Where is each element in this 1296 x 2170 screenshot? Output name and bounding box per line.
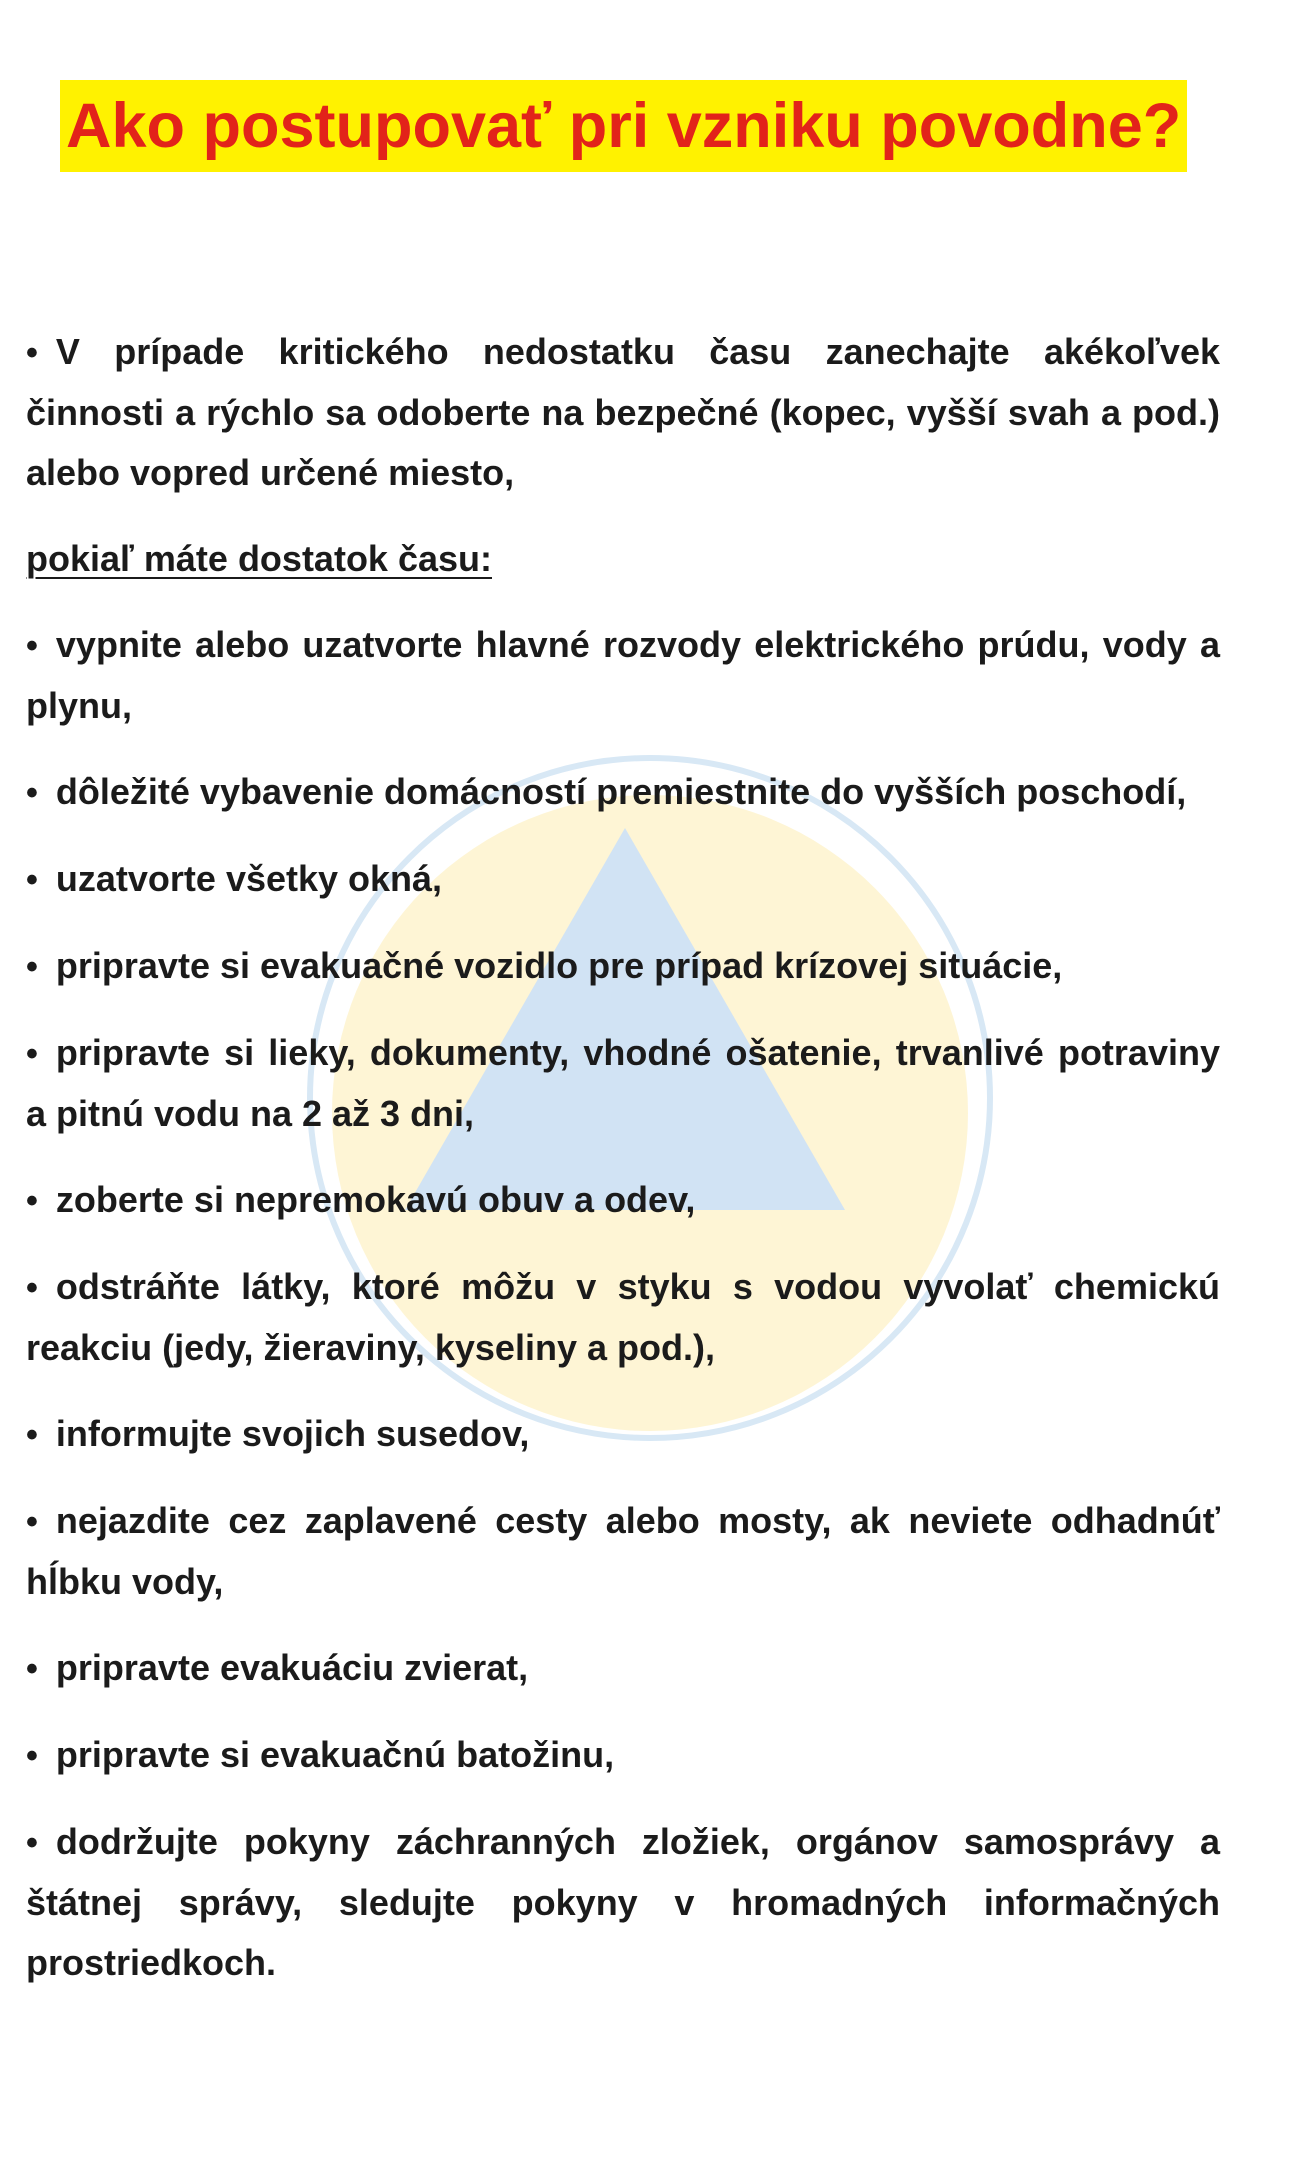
list-item <box>26 1491 1220 1612</box>
list-item <box>26 615 1220 736</box>
bullet-icon: • <box>26 1737 38 1775</box>
bullet-icon: • <box>26 1503 38 1541</box>
section-subheading: pokiaľ máte dostatok času: <box>26 538 492 579</box>
bullet-icon: • <box>26 627 38 665</box>
list-item-text: vypnite alebo uzatvorte hlavné rozvody elektrického prúdu, vody a plynu, <box>26 624 1220 726</box>
bullet-icon: • <box>26 1269 38 1307</box>
list-item-text: odstráňte látky, ktoré môžu v styku s vodou vyvolať chemickú reakciu (jedy, žieraviny, kyseliny a pod.), <box>26 1266 1220 1368</box>
bullet-icon: • <box>26 1824 38 1862</box>
bullet-icon: • <box>26 1035 38 1073</box>
intro-item <box>26 322 1220 503</box>
list-item <box>26 1170 1220 1231</box>
list-item-text: informujte svojich susedov, <box>55 1413 530 1454</box>
list-item-text: pripravte si lieky, dokumenty, vhodné ošatenie, trvanlivé potraviny a pitnú vodu na 2 až 3 dni, <box>26 1032 1220 1134</box>
list-item <box>26 849 1220 910</box>
list-item-text: pripravte evakuáciu zvierat, <box>55 1647 529 1688</box>
intro-item-text: V prípade kritického nedostatku času zanechajte akékoľvek činnosti a rýchlo sa odoberte na bezpečné (kopec, vyšší svah a pod.) alebo vopred určené miesto, <box>26 331 1220 493</box>
list-item-text: nejazdite cez zaplavené cesty alebo mosty, ak neviete odhadnúť hĺbku vody, <box>26 1500 1220 1602</box>
list-item-text: uzatvorte všetky okná, <box>55 858 443 899</box>
bullet-icon: • <box>26 948 38 986</box>
list-item <box>26 1725 1220 1786</box>
list-item <box>26 936 1220 997</box>
guidance-content <box>26 322 1220 2019</box>
list-item <box>26 1638 1220 1699</box>
bullet-icon: • <box>26 774 38 812</box>
list-item-text: dodržujte pokyny záchranných zložiek, orgánov samosprávy a štátnej správy, sledujte pokyny v hromadných informačných prostriedkoch. <box>26 1821 1220 1983</box>
list-item-text: zoberte si nepremokavú obuv a odev, <box>55 1179 696 1220</box>
list-item-text: dôležité vybavenie domácností premiestnite do vyšších poschodí, <box>55 771 1187 812</box>
list-item <box>26 1257 1220 1378</box>
list-item <box>26 1404 1220 1465</box>
list-item <box>26 1023 1220 1144</box>
list-item <box>26 762 1220 823</box>
list-item-text: pripravte si evakuačné vozidlo pre prípad krízovej situácie, <box>55 945 1063 986</box>
list-item <box>26 1812 1220 1993</box>
title-block <box>60 80 1187 172</box>
bullet-icon: • <box>26 334 38 372</box>
bullet-icon: • <box>26 861 38 899</box>
list-item-text: pripravte si evakuačnú batožinu, <box>55 1734 615 1775</box>
bullet-icon: • <box>26 1182 38 1220</box>
bullet-icon: • <box>26 1416 38 1454</box>
page-title: Ako postupovať pri vzniku povodne? <box>60 80 1187 172</box>
bullet-icon: • <box>26 1650 38 1688</box>
